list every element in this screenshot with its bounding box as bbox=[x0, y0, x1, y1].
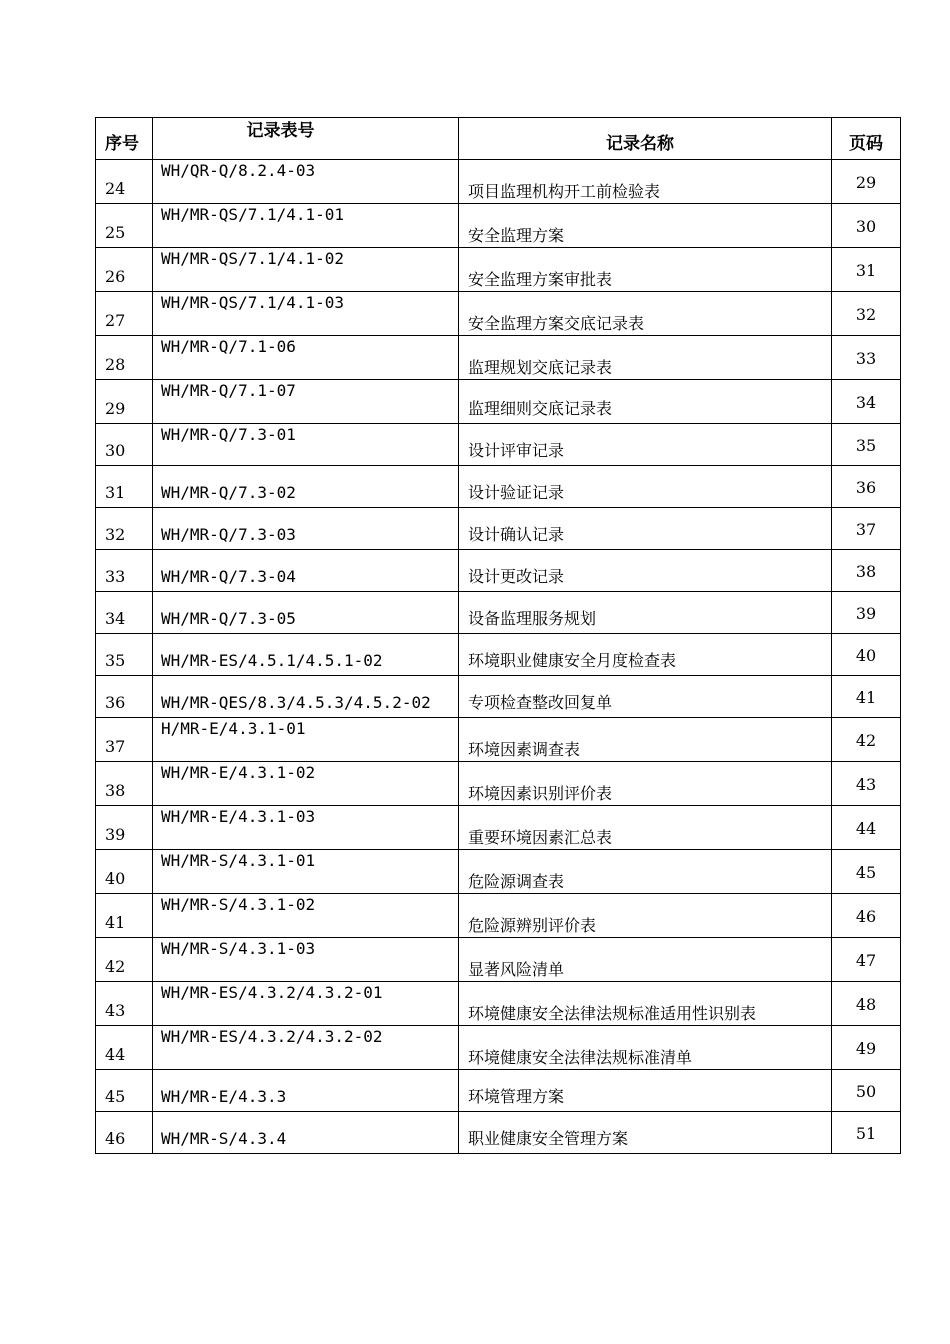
row-name: 环境因素识别评价表 bbox=[459, 762, 832, 806]
row-page: 44 bbox=[832, 806, 901, 850]
row-page: 36 bbox=[832, 466, 901, 508]
row-seq: 38 bbox=[96, 762, 153, 806]
table-row bbox=[96, 424, 901, 466]
row-code: WH/MR-ES/4.3.2/4.3.2-02 bbox=[153, 1026, 459, 1070]
row-code: WH/QR-Q/8.2.4-03 bbox=[153, 160, 459, 204]
row-code: WH/MR-QS/7.1/4.1-01 bbox=[153, 204, 459, 248]
row-page: 41 bbox=[832, 676, 901, 718]
row-name: 危险源辨别评价表 bbox=[459, 894, 832, 938]
table-row bbox=[96, 248, 901, 292]
row-seq: 44 bbox=[96, 1026, 153, 1070]
table-row bbox=[96, 336, 901, 380]
row-code: WH/MR-Q/7.3-01 bbox=[153, 424, 459, 466]
row-seq: 28 bbox=[96, 336, 153, 380]
row-name: 环境因素调查表 bbox=[459, 718, 832, 762]
row-page: 29 bbox=[832, 160, 901, 204]
table-row bbox=[96, 894, 901, 938]
row-page: 35 bbox=[832, 424, 901, 466]
row-seq: 37 bbox=[96, 718, 153, 762]
row-code: WH/MR-Q/7.3-04 bbox=[153, 550, 459, 592]
row-code: WH/MR-E/4.3.1-02 bbox=[153, 762, 459, 806]
table-row bbox=[96, 634, 901, 676]
row-page: 30 bbox=[832, 204, 901, 248]
header-seq: 序号 bbox=[96, 118, 153, 160]
row-code: WH/MR-E/4.3.3 bbox=[153, 1070, 459, 1112]
row-seq: 27 bbox=[96, 292, 153, 336]
row-seq: 39 bbox=[96, 806, 153, 850]
row-seq: 42 bbox=[96, 938, 153, 982]
row-code: WH/MR-Q/7.1-07 bbox=[153, 380, 459, 424]
row-name: 设备监理服务规划 bbox=[459, 592, 832, 634]
row-seq: 35 bbox=[96, 634, 153, 676]
row-page: 40 bbox=[832, 634, 901, 676]
row-code: WH/MR-QS/7.1/4.1-03 bbox=[153, 292, 459, 336]
row-seq: 30 bbox=[96, 424, 153, 466]
row-name: 环境管理方案 bbox=[459, 1070, 832, 1112]
row-code: WH/MR-Q/7.3-05 bbox=[153, 592, 459, 634]
row-code: WH/MR-ES/4.3.2/4.3.2-01 bbox=[153, 982, 459, 1026]
records-table bbox=[95, 117, 901, 1154]
row-code: WH/MR-ES/4.5.1/4.5.1-02 bbox=[153, 634, 459, 676]
row-seq: 41 bbox=[96, 894, 153, 938]
header-page: 页码 bbox=[832, 118, 901, 160]
row-seq: 45 bbox=[96, 1070, 153, 1112]
row-code: WH/MR-QS/7.1/4.1-02 bbox=[153, 248, 459, 292]
table-row bbox=[96, 592, 901, 634]
row-seq: 34 bbox=[96, 592, 153, 634]
row-code: WH/MR-Q/7.3-03 bbox=[153, 508, 459, 550]
row-page: 32 bbox=[832, 292, 901, 336]
row-name: 项目监理机构开工前检验表 bbox=[459, 160, 832, 204]
row-name: 显著风险清单 bbox=[459, 938, 832, 982]
table-row bbox=[96, 676, 901, 718]
row-seq: 43 bbox=[96, 982, 153, 1026]
table-row bbox=[96, 762, 901, 806]
row-page: 42 bbox=[832, 718, 901, 762]
table-row bbox=[96, 850, 901, 894]
row-page: 34 bbox=[832, 380, 901, 424]
table-row bbox=[96, 508, 901, 550]
row-page: 38 bbox=[832, 550, 901, 592]
row-code: WH/MR-QES/8.3/4.5.3/4.5.2-02 bbox=[153, 676, 459, 718]
row-code: WH/MR-E/4.3.1-03 bbox=[153, 806, 459, 850]
row-name: 危险源调查表 bbox=[459, 850, 832, 894]
table-row bbox=[96, 806, 901, 850]
table-row bbox=[96, 1070, 901, 1112]
row-seq: 25 bbox=[96, 204, 153, 248]
table-row bbox=[96, 718, 901, 762]
row-page: 33 bbox=[832, 336, 901, 380]
row-seq: 29 bbox=[96, 380, 153, 424]
row-seq: 36 bbox=[96, 676, 153, 718]
row-seq: 40 bbox=[96, 850, 153, 894]
row-name: 安全监理方案审批表 bbox=[459, 248, 832, 292]
table-row bbox=[96, 938, 901, 982]
table-row bbox=[96, 550, 901, 592]
row-name: 设计更改记录 bbox=[459, 550, 832, 592]
row-name: 设计确认记录 bbox=[459, 508, 832, 550]
row-code: WH/MR-S/4.3.1-01 bbox=[153, 850, 459, 894]
table-row bbox=[96, 1026, 901, 1070]
row-name: 设计验证记录 bbox=[459, 466, 832, 508]
table-row bbox=[96, 982, 901, 1026]
row-seq: 32 bbox=[96, 508, 153, 550]
row-name: 监理细则交底记录表 bbox=[459, 380, 832, 424]
row-seq: 24 bbox=[96, 160, 153, 204]
header-name: 记录名称 bbox=[459, 118, 832, 160]
row-name: 安全监理方案 bbox=[459, 204, 832, 248]
row-page: 48 bbox=[832, 982, 901, 1026]
row-seq: 26 bbox=[96, 248, 153, 292]
row-page: 43 bbox=[832, 762, 901, 806]
row-code: WH/MR-Q/7.3-02 bbox=[153, 466, 459, 508]
row-code: WH/MR-S/4.3.1-03 bbox=[153, 938, 459, 982]
row-name: 设计评审记录 bbox=[459, 424, 832, 466]
row-seq: 33 bbox=[96, 550, 153, 592]
row-name: 环境健康安全法律法规标准清单 bbox=[459, 1026, 832, 1070]
row-name: 环境职业健康安全月度检查表 bbox=[459, 634, 832, 676]
row-page: 45 bbox=[832, 850, 901, 894]
row-page: 49 bbox=[832, 1026, 901, 1070]
table-row bbox=[96, 1112, 901, 1154]
row-page: 39 bbox=[832, 592, 901, 634]
row-code: WH/MR-S/4.3.4 bbox=[153, 1112, 459, 1154]
row-name: 安全监理方案交底记录表 bbox=[459, 292, 832, 336]
row-code: WH/MR-Q/7.1-06 bbox=[153, 336, 459, 380]
row-name: 监理规划交底记录表 bbox=[459, 336, 832, 380]
row-seq: 46 bbox=[96, 1112, 153, 1154]
table-row bbox=[96, 160, 901, 204]
row-code: H/MR-E/4.3.1-01 bbox=[153, 718, 459, 762]
table-row bbox=[96, 380, 901, 424]
table-row bbox=[96, 292, 901, 336]
table-row bbox=[96, 204, 901, 248]
row-page: 51 bbox=[832, 1112, 901, 1154]
row-page: 50 bbox=[832, 1070, 901, 1112]
row-seq: 31 bbox=[96, 466, 153, 508]
table-header-row bbox=[96, 118, 901, 160]
row-name: 重要环境因素汇总表 bbox=[459, 806, 832, 850]
row-page: 46 bbox=[832, 894, 901, 938]
header-code: 记录表号 bbox=[153, 118, 459, 160]
row-page: 31 bbox=[832, 248, 901, 292]
row-name: 职业健康安全管理方案 bbox=[459, 1112, 832, 1154]
row-code: WH/MR-S/4.3.1-02 bbox=[153, 894, 459, 938]
row-name: 专项检查整改回复单 bbox=[459, 676, 832, 718]
row-page: 37 bbox=[832, 508, 901, 550]
table-row bbox=[96, 466, 901, 508]
row-page: 47 bbox=[832, 938, 901, 982]
row-name: 环境健康安全法律法规标准适用性识别表 bbox=[459, 982, 832, 1026]
